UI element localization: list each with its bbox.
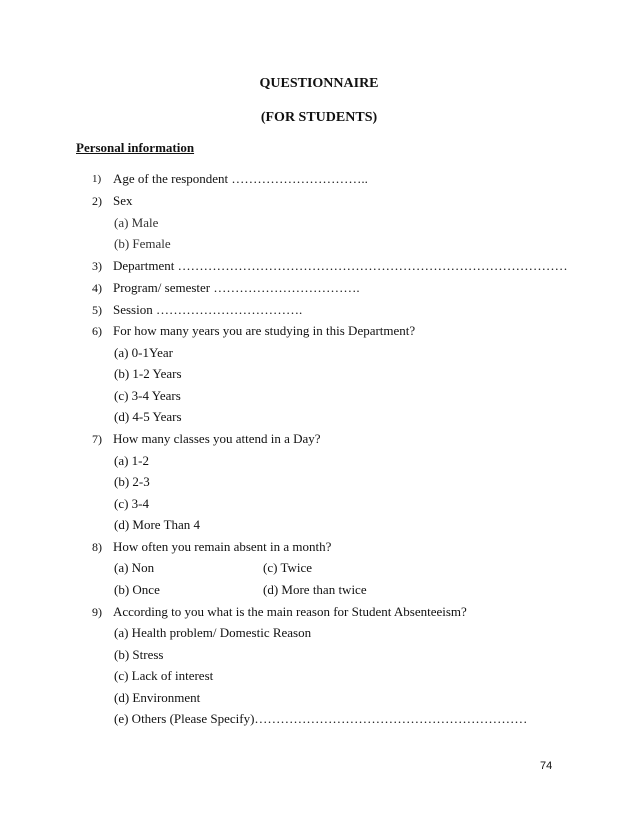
option: (c) 3-4 bbox=[114, 496, 150, 511]
option: (e) Others (Please Specify)……………………………………………………… bbox=[114, 711, 528, 726]
option: (b) Stress bbox=[114, 647, 164, 662]
option: (a) 1-2 bbox=[114, 453, 150, 468]
option: (a) Non bbox=[114, 560, 155, 575]
option: (d) 4-5 Years bbox=[114, 409, 182, 424]
option: (b) Once bbox=[114, 582, 160, 597]
question-text: Sex bbox=[113, 193, 133, 208]
option: (b) Female bbox=[114, 236, 171, 251]
option: (a) Health problem/ Domestic Reason bbox=[114, 625, 312, 640]
question-number: 3) bbox=[92, 259, 102, 273]
question-text: How often you remain absent in a month? bbox=[113, 539, 332, 554]
option: (d) More Than 4 bbox=[114, 517, 201, 532]
question-text: Session ……………………………. bbox=[113, 302, 303, 317]
question-number: 6) bbox=[92, 324, 102, 338]
question-text: According to you what is the main reason for Student Absenteeism? bbox=[113, 604, 467, 619]
page-number: 74 bbox=[540, 760, 553, 772]
option: (d) Environment bbox=[114, 690, 201, 705]
question-number: 2) bbox=[92, 194, 102, 208]
question-number: 9) bbox=[92, 605, 102, 619]
question-number: 1) bbox=[92, 173, 102, 185]
option: (b) 1-2 Years bbox=[114, 366, 182, 381]
questionnaire-subtitle: (FOR STUDENTS) bbox=[260, 110, 378, 125]
questionnaire-title: QUESTIONNAIRE bbox=[259, 76, 379, 91]
question-text: Age of the respondent ………………………….. bbox=[113, 171, 368, 186]
question-text: For how many years you are studying in this Department? bbox=[113, 323, 416, 338]
option: (c) Twice bbox=[263, 560, 313, 575]
option: (a) 0-1Year bbox=[114, 345, 173, 360]
option: (a) Male bbox=[114, 215, 159, 230]
question-text: Department ……………………………………………………………………………… bbox=[113, 258, 568, 273]
option: (d) More than twice bbox=[263, 582, 367, 597]
question-number: 5) bbox=[92, 303, 102, 317]
question-number: 4) bbox=[92, 281, 102, 295]
option: (b) 2-3 bbox=[114, 474, 150, 489]
option: (c) Lack of interest bbox=[114, 668, 214, 683]
question-number: 7) bbox=[92, 432, 102, 446]
section-title: Personal information bbox=[76, 140, 195, 155]
question-number: 8) bbox=[92, 540, 102, 554]
question-text: Program/ semester ……………………………. bbox=[113, 280, 360, 295]
question-text: How many classes you attend in a Day? bbox=[113, 431, 321, 446]
option: (c) 3-4 Years bbox=[114, 388, 181, 403]
